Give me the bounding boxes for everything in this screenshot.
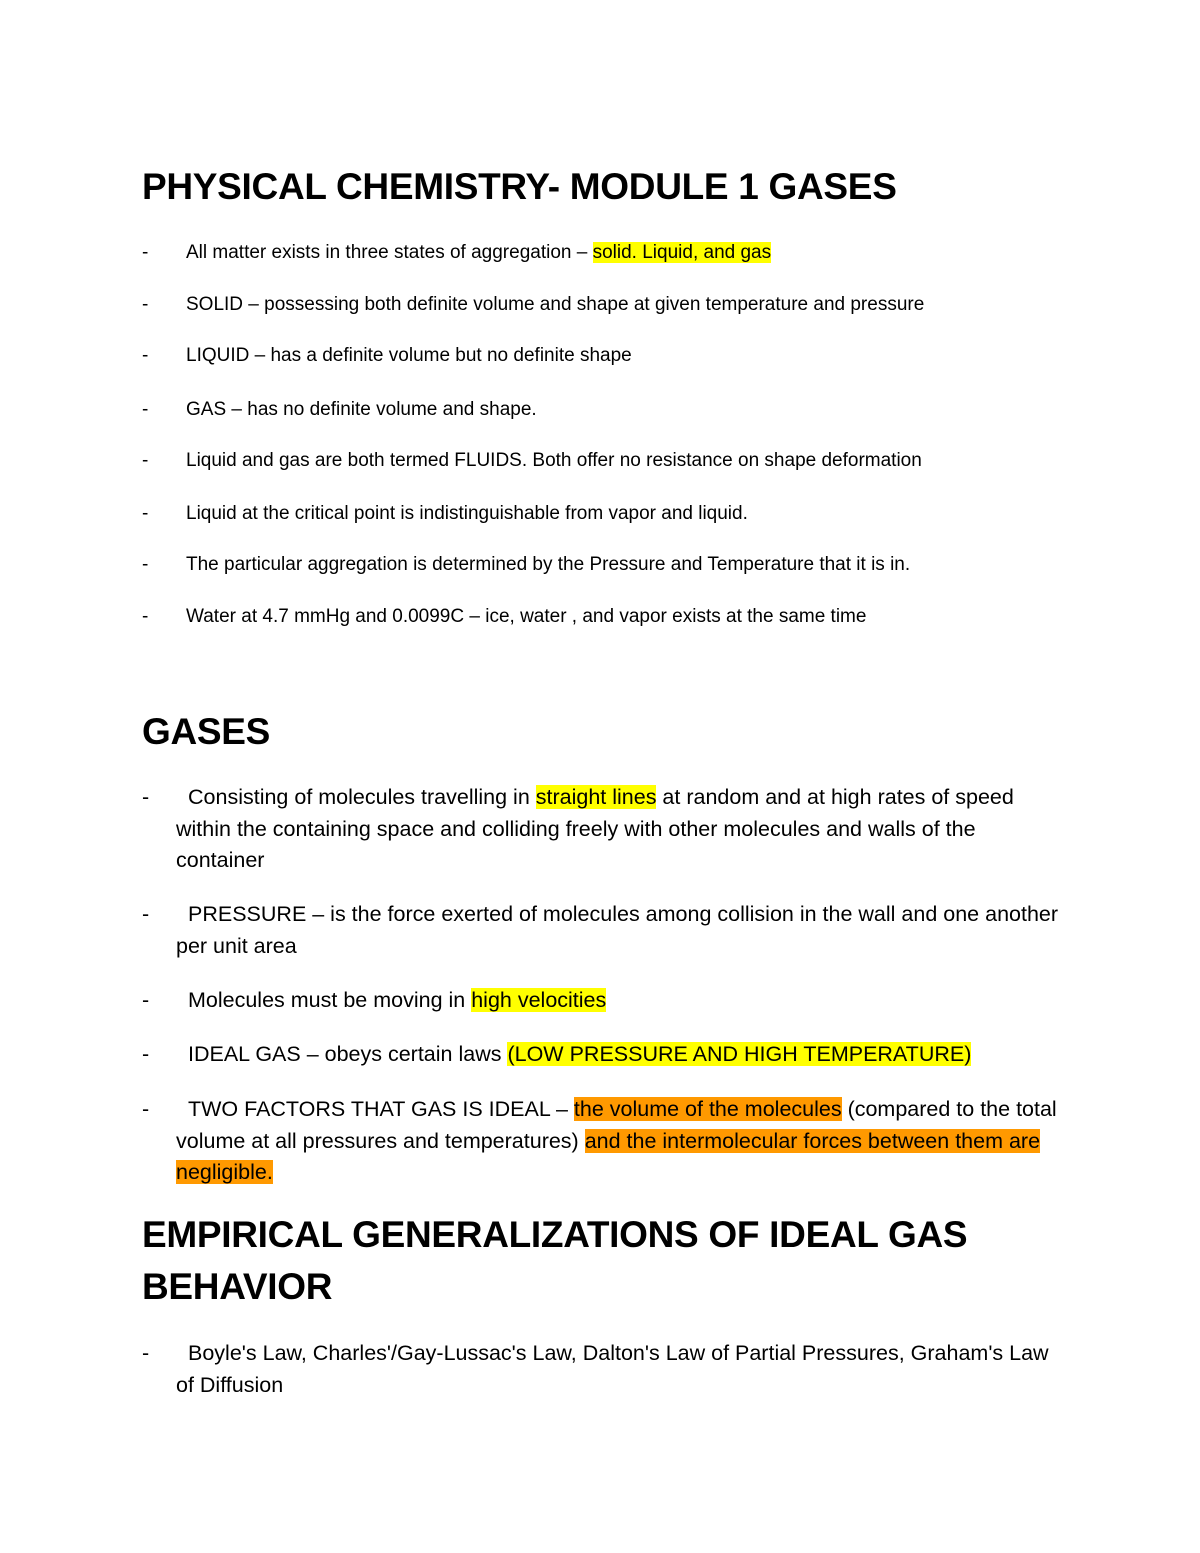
bullet-text: IDEAL GAS – obeys certain laws	[188, 1042, 508, 1066]
list-item	[142, 1094, 1062, 1189]
section-heading-empirical: EMPIRICAL GENERALIZATIONS OF IDEAL GAS BEHAVIOR	[142, 1214, 968, 1307]
list-item	[142, 1039, 1062, 1071]
bullet-text: SOLID – possessing both definite volume and shape at given temperature and pressure	[186, 294, 925, 315]
bullet-text: TWO FACTORS THAT GAS IS IDEAL –	[188, 1097, 574, 1121]
highlight-orange: and the intermolecular forces between them are negligible.	[176, 1128, 1041, 1184]
bullet-dash: -	[142, 503, 149, 524]
bullet-dash: -	[142, 399, 149, 420]
bullet-dash: -	[142, 1097, 150, 1121]
bullet-dash: -	[142, 785, 150, 809]
list-item	[142, 899, 1062, 962]
list-item	[142, 985, 1062, 1017]
highlight-yellow: high velocities	[471, 988, 607, 1012]
bullet-text: Consisting of molecules travelling in	[188, 785, 536, 809]
bullet-dash: -	[142, 1341, 150, 1365]
bullet-dash: -	[142, 902, 150, 926]
highlight-orange: the volume of the molecules	[573, 1097, 842, 1121]
bullet-text: Water at 4.7 mmHg and 0.0099C – ice, water , and vapor exists at the same time	[186, 606, 867, 627]
bullet-dash: -	[142, 242, 149, 263]
bullet-dash: -	[142, 345, 149, 366]
bullet-dash: -	[142, 1042, 150, 1066]
page-title: PHYSICAL CHEMISTRY- MODULE 1 GASES	[142, 166, 897, 207]
highlight-yellow: straight lines	[535, 785, 657, 809]
bullet-text: PRESSURE – is the force exerted of molecules among collision in the wall and one another per unit area	[176, 902, 1059, 958]
bullet-dash: -	[142, 606, 149, 627]
bullet-text: Liquid at the critical point is indistinguishable from vapor and liquid.	[186, 503, 748, 524]
bullet-dash: -	[142, 450, 149, 471]
bullet-dash: -	[142, 554, 149, 575]
bullet-text: All matter exists in three states of aggregation –	[186, 242, 593, 263]
list-item	[142, 782, 1062, 877]
list-item	[142, 1338, 1062, 1401]
section-heading-gases: GASES	[142, 711, 271, 752]
highlight-yellow: (LOW PRESSURE AND HIGH TEMPERATURE)	[507, 1042, 972, 1066]
bullet-text: at random and at high rates of speed within the containing space and colliding freely with other molecules and walls of the container	[176, 785, 1014, 872]
highlight-yellow: solid. Liquid, and gas	[592, 242, 772, 263]
bullet-text: Boyle's Law, Charles'/Gay-Lussac's Law, Dalton's Law of Partial Pressures, Graham's Law of Diffusion	[176, 1341, 1049, 1397]
bullet-text: GAS – has no definite volume and shape.	[186, 399, 537, 420]
bullet-text: The particular aggregation is determined by the Pressure and Temperature that it is in.	[186, 554, 911, 575]
bullet-dash: -	[142, 294, 149, 315]
bullet-text: LIQUID – has a definite volume but no definite shape	[186, 345, 632, 366]
bullet-text: (compared to the total volume at all pressures and temperatures)	[176, 1097, 1057, 1153]
bullet-dash: -	[142, 988, 150, 1012]
bullet-text: Liquid and gas are both termed FLUIDS. Both offer no resistance on shape deformation	[186, 450, 922, 471]
bullet-text: Molecules must be moving in	[188, 988, 472, 1012]
